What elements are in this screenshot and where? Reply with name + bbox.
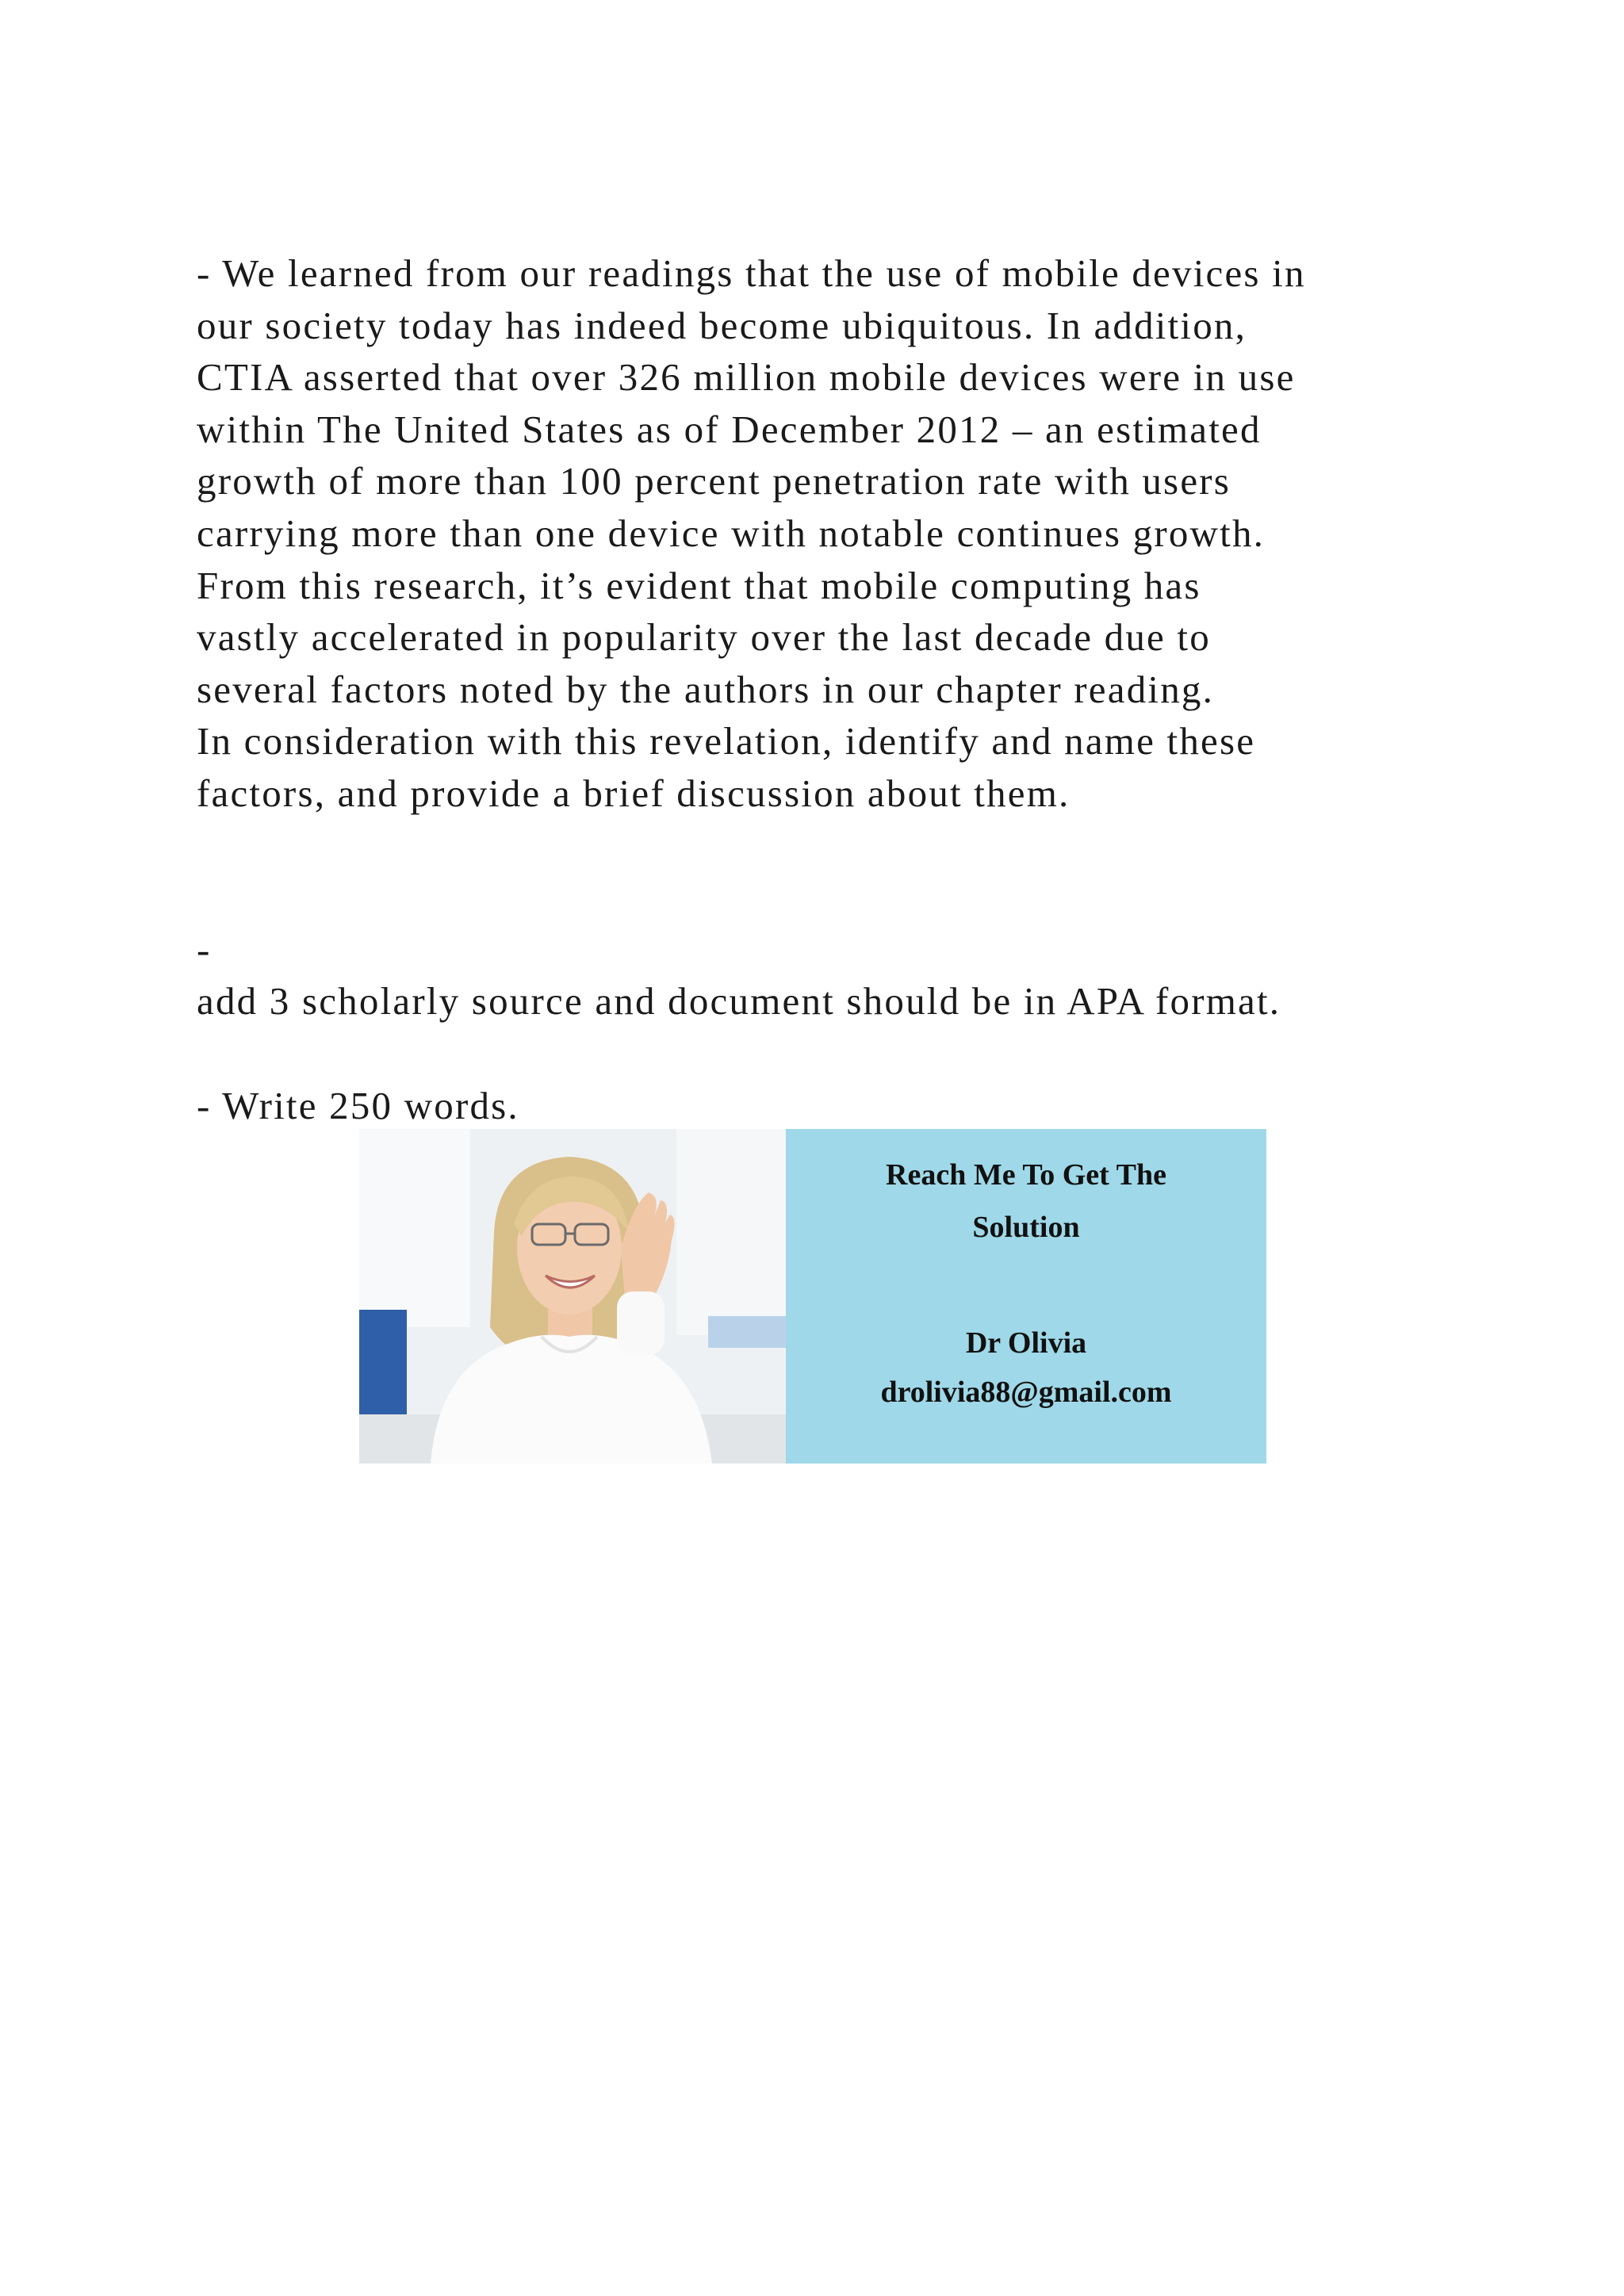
contact-info-panel xyxy=(786,1129,1266,1464)
contact-banner xyxy=(359,1129,1266,1464)
blank-line xyxy=(197,1027,1481,1080)
paragraph-line: growth of more than 100 percent penetration rate with users xyxy=(197,459,1231,503)
paragraph-line: In consideration with this revelation, identify and name these xyxy=(197,719,1256,763)
paragraph-line: within The United States as of December 2012 – an estimated xyxy=(197,407,1262,451)
banner-heading-line1: Reach Me To Get The xyxy=(886,1158,1166,1192)
paragraph-line: carrying more than one device with notable continues growth. xyxy=(197,511,1266,555)
woman-portrait-illustration xyxy=(359,1129,786,1464)
document-body xyxy=(197,247,1481,1131)
contact-name: Dr Olivia xyxy=(965,1326,1087,1360)
sources-instruction: add 3 scholarly source and document should be in APA format. xyxy=(197,979,1281,1024)
woman-photo xyxy=(359,1129,786,1464)
paragraph-line: vastly accelerated in popularity over the last decade due to xyxy=(197,615,1211,660)
paragraph-line: factors, and provide a brief discussion about them. xyxy=(197,771,1071,815)
word-count-instruction: - Write 250 words. xyxy=(197,1083,519,1127)
banner-heading-line2: Solution xyxy=(972,1211,1080,1244)
paragraph-line: CTIA asserted that over 326 million mobile devices were in use xyxy=(197,355,1296,400)
contact-email[interactable]: drolivia88@gmail.com xyxy=(880,1376,1172,1409)
blank-line xyxy=(197,820,1481,872)
paragraph-line: - We learned from our readings that the use of mobile devices in xyxy=(197,251,1306,295)
paragraph-line: From this research, it’s evident that mobile computing has xyxy=(197,563,1201,607)
blank-line xyxy=(197,871,1481,924)
paragraph-line: our society today has indeed become ubiquitous. In addition, xyxy=(197,303,1247,347)
dash-line: - xyxy=(197,927,212,971)
paragraph-line: several factors noted by the authors in our chapter reading. xyxy=(197,667,1215,711)
